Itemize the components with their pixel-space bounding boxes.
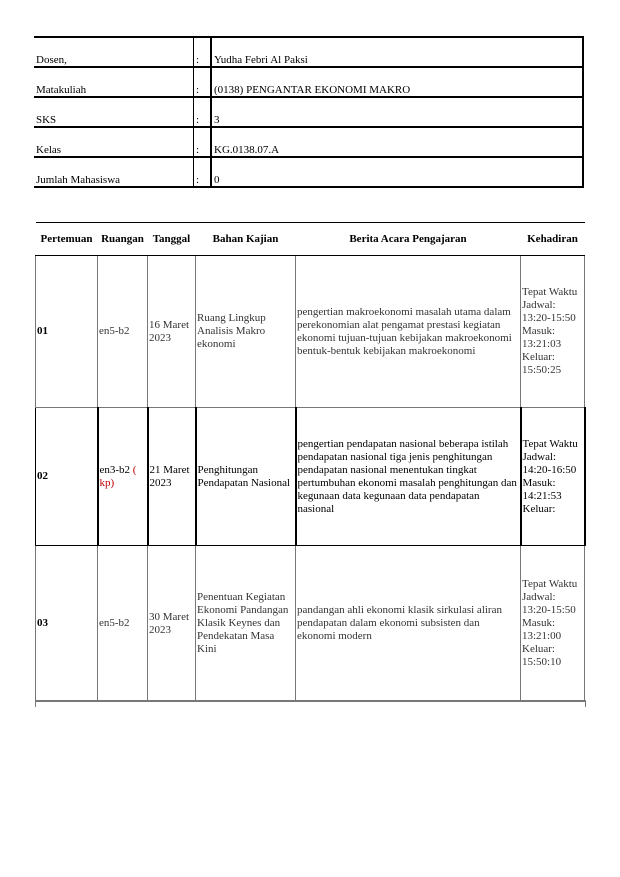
cell-berita-acara: pandangan ahli ekonomi klasik sirkulasi aliran pendapatan dalam ekonomi subsisten dan ekonomi modern xyxy=(296,546,521,702)
table-continuation xyxy=(35,700,586,707)
cell-kehadiran: Tepat Waktu Jadwal: 13:20-15:50 Masuk: 13:21:03 Keluar: 15:50:25 xyxy=(521,256,585,408)
course-info-table xyxy=(34,36,584,188)
cell-bahan-kajian: Penentuan Kegiatan Ekonomi Pandangan Klasik Keynes dan Pendekatan Masa Kini xyxy=(196,546,296,702)
info-separator: : xyxy=(194,157,212,187)
ruangan-note: ( kp) xyxy=(99,463,137,489)
ruangan-text: en3-b2 xyxy=(99,463,131,476)
header-kehadiran: Kehadiran xyxy=(521,223,585,256)
cell-berita-acara: pengertian makroekonomi masalah utama dalam perekonomian alat pengamat prestasi kegiatan ekonomi tujuan-tujuan kebijakan makroekonomi bentuk-bentuk kebijakan makroekonomi xyxy=(296,256,521,408)
header-pertemuan: Pertemuan xyxy=(36,223,98,256)
cell-bahan-kajian: Ruang Lingkup Analisis Makro ekonomi xyxy=(196,256,296,408)
info-label: Matakuliah xyxy=(34,67,194,97)
table-row xyxy=(36,408,585,546)
info-value: (0138) PENGANTAR EKONOMI MAKRO xyxy=(211,67,583,97)
info-row-jumlah-mahasiswa xyxy=(34,157,583,187)
cell-kehadiran: Tepat Waktu Jadwal: 13:20-15:50 Masuk: 13:21:00 Keluar: 15:50:10 xyxy=(521,546,585,702)
cell-bahan-kajian: Penghitungan Pendapatan Nasional xyxy=(196,408,296,546)
info-separator: : xyxy=(194,97,212,127)
header-tanggal: Tanggal xyxy=(148,223,196,256)
header-bahan-kajian: Bahan Kajian xyxy=(196,223,296,256)
info-label: SKS xyxy=(34,97,194,127)
info-label: Jumlah Mahasiswa xyxy=(34,157,194,187)
cell-ruangan xyxy=(98,408,148,546)
info-value: KG.0138.07.A xyxy=(211,127,583,157)
info-value: 0 xyxy=(211,157,583,187)
table-row xyxy=(36,546,585,702)
info-label: Dosen, xyxy=(34,37,194,67)
cell-tanggal: 30 Maret 2023 xyxy=(148,546,196,702)
cell-ruangan xyxy=(98,546,148,702)
info-row-matakuliah xyxy=(34,67,583,97)
info-separator: : xyxy=(194,37,212,67)
info-value: Yudha Febri Al Paksi xyxy=(211,37,583,67)
info-row-kelas xyxy=(34,127,583,157)
header-berita-acara: Berita Acara Pengajaran xyxy=(296,223,521,256)
info-label: Kelas xyxy=(34,127,194,157)
info-separator: : xyxy=(194,127,212,157)
info-value: 3 xyxy=(211,97,583,127)
info-row-dosen xyxy=(34,37,583,67)
info-separator: : xyxy=(194,67,212,97)
cell-pertemuan: 03 xyxy=(36,546,98,702)
schedule-table xyxy=(35,222,586,702)
ruangan-text: en5-b2 xyxy=(99,325,130,337)
ruangan-text: en5-b2 xyxy=(99,617,130,629)
cell-tanggal: 16 Maret 2023 xyxy=(148,256,196,408)
cell-ruangan xyxy=(98,256,148,408)
cell-berita-acara: pengertian pendapatan nasional beberapa istilah pendapatan nasional tiga jenis penghitungan pendapatan nasional menentukan tingkat pertumbuhan ekonomi masalah penghitungan dan kegunaan data kegunaan data pendapatan nasional xyxy=(296,408,521,546)
header-ruangan: Ruangan xyxy=(98,223,148,256)
cell-kehadiran: Tepat Waktu Jadwal: 14:20-16:50 Masuk: 14:21:53 Keluar: xyxy=(521,408,585,546)
info-row-sks xyxy=(34,97,583,127)
cell-tanggal: 21 Maret 2023 xyxy=(148,408,196,546)
schedule-header-row xyxy=(36,223,585,256)
cell-pertemuan: 02 xyxy=(36,408,98,546)
cell-pertemuan: 01 xyxy=(36,256,98,408)
table-row xyxy=(36,256,585,408)
